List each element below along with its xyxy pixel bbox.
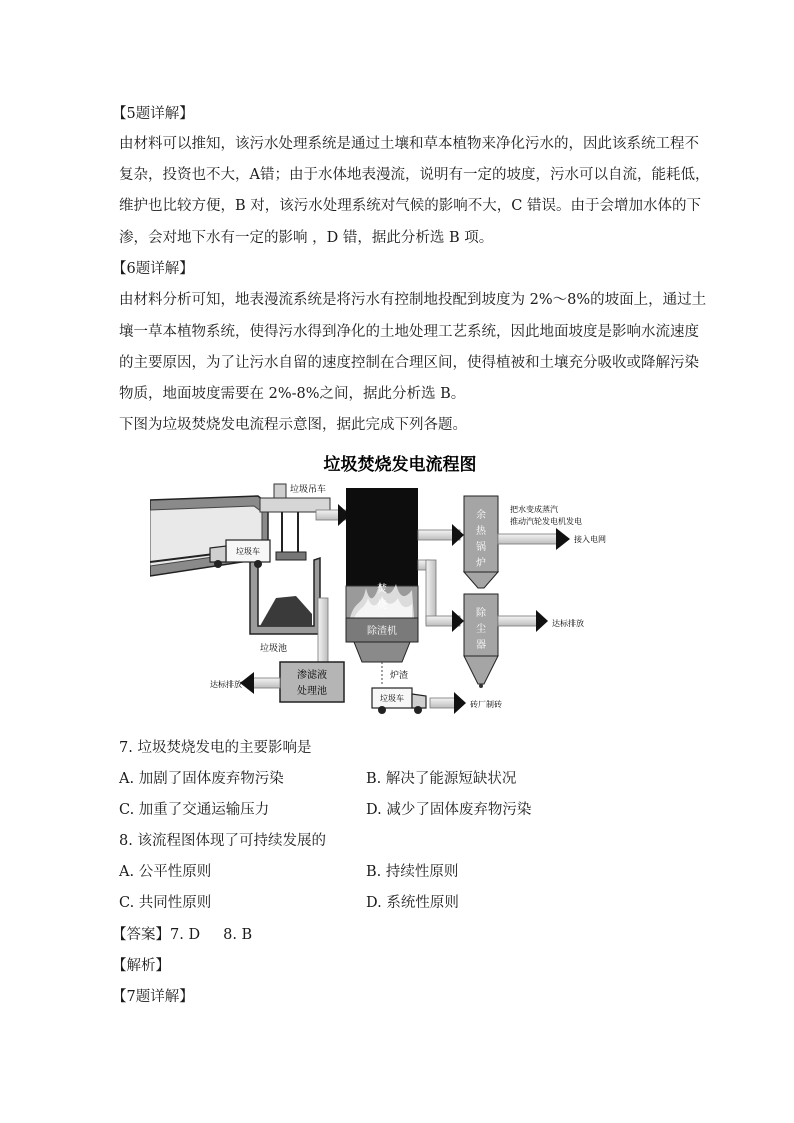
analysis-heading: 【解析】 — [112, 958, 170, 974]
q7-option-d: D. 减少了固体废弃物污染 — [366, 802, 532, 818]
q8-option-c: C. 共同性原则 — [119, 895, 212, 911]
diagram-title: 垃圾焚烧发电流程图 — [323, 455, 477, 475]
q7-option-a: A. 加剧了固体废弃物污染 — [119, 771, 284, 787]
sec6-line-4: 物质，地面坡度需要在 2%-8%之间，据此分析选 B。 — [119, 386, 466, 402]
furnace — [346, 488, 418, 618]
intro-text: 下图为垃圾焚烧发电流程示意图，据此完成下列各题。 — [119, 417, 467, 433]
sec6-line-1: 由材料分析可知，地表漫流系统是将污水有控制地投配到坡度为 2%～8%的坡面上，通过土 — [119, 292, 707, 308]
sec6-line-2: 壤一草本植物系统，使得污水得到净化的土地处理工艺系统，因此地面坡度是影响水流速度 — [119, 324, 699, 340]
leachate-label-1: 渗滤液 — [297, 670, 327, 681]
sec5-line-3: 维护也比较方便，B 对，该污水处理系统对气候的影响不大，C 错误。由于会增加水体的下 — [119, 198, 701, 214]
answer-line: 【答案】7. D 8. B — [112, 927, 253, 943]
truck2-label: 垃圾车 — [380, 694, 404, 703]
sec5-line-4: 渗，会对地下水有一定的影响 ，D 错，据此分析选 B 项。 — [119, 230, 494, 246]
sec6-line-3: 的主要原因，为了让污水自留的速度控制在合理区间，使得植被和土壤充分吸收或降解污染 — [119, 355, 699, 371]
slag-label: 炉渣 — [390, 671, 409, 681]
sec7-heading: 【7题详解】 — [112, 989, 194, 1005]
brick-label: 砖厂制砖 — [470, 700, 502, 709]
q8-option-d: D. 系统性原则 — [366, 895, 459, 911]
crane-label: 垃圾吊车 — [290, 485, 327, 495]
q8-option-a: A. 公平性原则 — [119, 864, 212, 880]
q7-option-b: B. 解决了能源短缺状况 — [366, 771, 517, 787]
dust-out-label: 达标排放 — [552, 619, 584, 628]
q7-stem: 7. 垃圾焚烧发电的主要影响是 — [119, 740, 312, 756]
sec5-heading: 【5题详解】 — [112, 106, 194, 122]
slag-machine-label: 除渣机 — [367, 626, 397, 637]
boiler-label: 余热锅炉 — [476, 510, 486, 569]
q8-stem: 8. 该流程图体现了可持续发展的 — [119, 833, 326, 849]
slag-machine — [346, 618, 418, 662]
boiler-note-2: 推动汽轮发电机发电 — [510, 517, 582, 526]
garbage-pit — [250, 556, 320, 634]
pit-label: 垃圾池 — [260, 644, 288, 654]
boiler-note-1: 把水变成蒸汽 — [510, 505, 558, 514]
q7-option-c: C. 加重了交通运输压力 — [119, 802, 270, 818]
leachate-label-2: 处理池 — [297, 686, 327, 697]
grid-label: 接入电网 — [574, 535, 606, 544]
sec5-line-2: 复杂，投资也不大，A错；由于水体地表漫流，说明有一定的坡度，污水可以自流，能耗低， — [119, 167, 710, 183]
furnace-label: 焚烧 — [377, 584, 387, 611]
leachate-out-label: 达标排放 — [210, 680, 242, 689]
dust-label: 除尘器 — [476, 608, 486, 651]
sec6-heading: 【6题详解】 — [112, 261, 194, 277]
truck-label: 垃圾车 — [236, 547, 260, 556]
sec5-line-1: 由材料可以推知，该污水处理系统是通过土壤和草本植物来净化污水的，因此该系统工程不 — [119, 136, 699, 152]
flow-diagram — [150, 448, 650, 723]
q8-option-b: B. 持续性原则 — [366, 864, 459, 880]
